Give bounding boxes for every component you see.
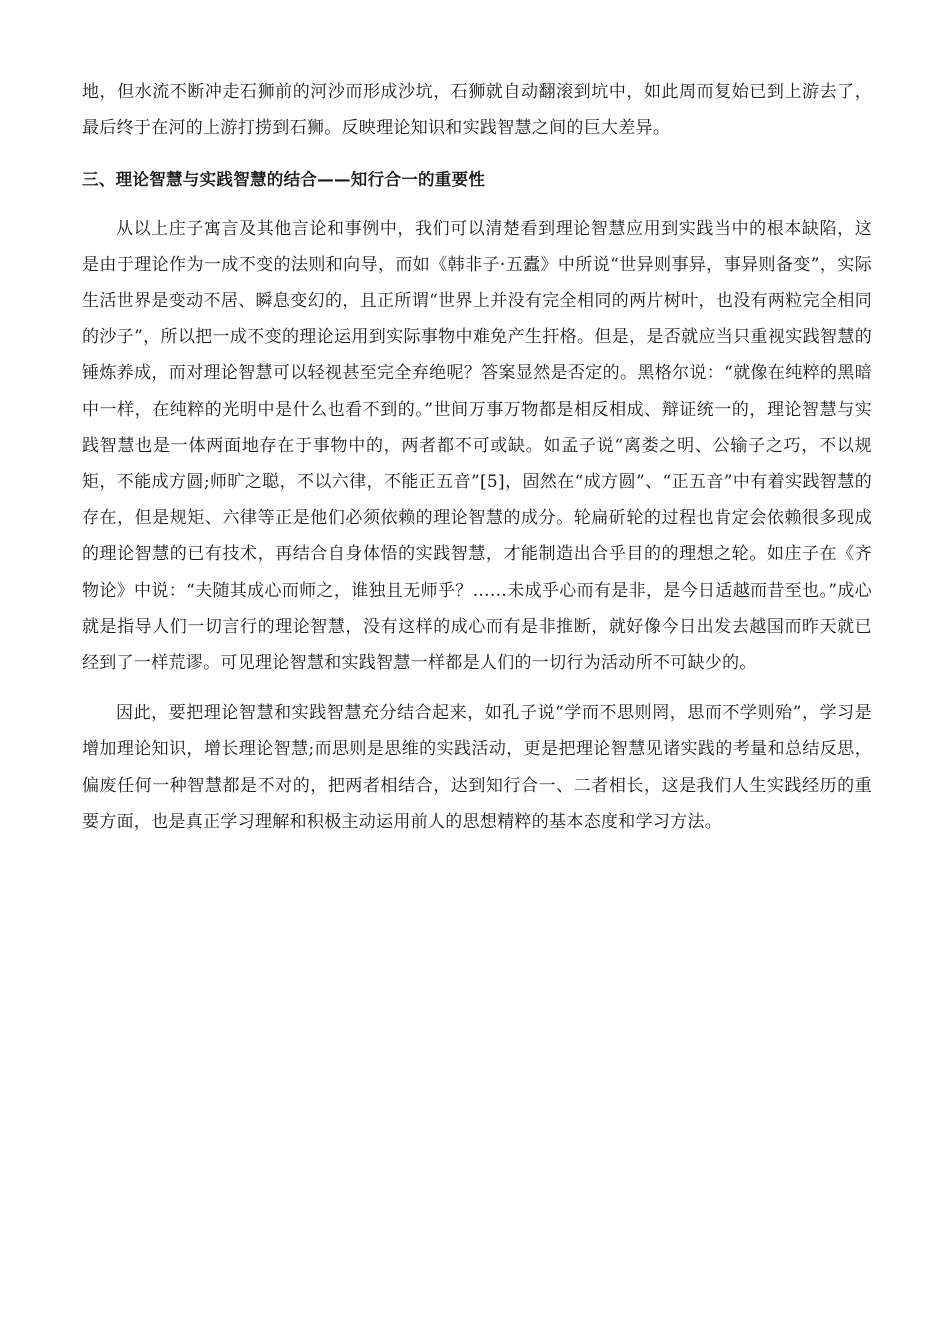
section-heading: 三、理论智慧与实践智慧的结合——知行合一的重要性 <box>82 170 486 190</box>
body-paragraph-2: 因此，要把理论智慧和实践智慧充分结合起来，如孔子说“学而不思则罔，思而不学则殆”，学习是增加理论知识，增长理论智慧;而思则是思维的实践活动，更是把理论智慧见诸实践的考量和总结反思，偏废任何一种智慧都是不对的，把两者相结合，达到知行合一、二者相长，这是我们人生实践经历的重要方面，也是真正学习理解和积极主动运用前人的思想精粹的基本态度和学习方法。 <box>82 703 872 832</box>
continued-paragraph: 地，但水流不断冲走石狮前的河沙而形成沙坑，石狮就自动翻滚到坑中，如此周而复始已到上游去了，最后终于在河的上游打捞到石狮。反映理论知识和实践智慧之间的巨大差异。 <box>82 82 872 139</box>
body-paragraph-1: 从以上庄子寓言及其他言论和事例中，我们可以清楚看到理论智慧应用到实践当中的根本缺陷，这是由于理论作为一成不变的法则和向导，而如《韩非子·五蠹》中所说“世异则事异，事异则备变”，实际生活世界是变动不居、瞬息变幻的，且正所谓“世界上并没有完全相同的两片树叶，也没有两粒完全相同的沙子”，所以把一成不变的理论运用到实际事物中难免产生扞格。但是，是否就应当只重视实践智慧的锤炼养成，而对理论智慧可以轻视甚至完全弃绝呢？答案显然是否定的。黑格尔说：“就像在纯粹的黑暗中一样，在纯粹的光明中是什么也看不到的。”世间万事万物都是相反相成、辩证统一的，理论智慧与实践智慧也是一体两面地存在于事物中的，两者都不可或缺。如孟子说“离娄之明、公输子之巧，不以规矩，不能成方圆;师旷之聪，不以六律，不能正五音”[5]，固然在“成方圆”、“正五音”中有着实践智慧的存在，但是规矩、六律等正是他们必须依赖的理论智慧的成分。轮扁斫轮的过程也肯定会依赖很多现成的理论智慧的已有技术，再结合自身体悟的实践智慧，才能制造出合乎目的的理想之轮。如庄子在《齐物论》中说：“夫随其成心而师之，谁独且无师乎？……未成乎心而有是非，是今日适越而昔至也。”成心就是指导人们一切言行的理论智慧，没有这样的成心而有是非推断，就好像今日出发去越国而昨天就已经到了一样荒谬。可见理论智慧和实践智慧一样都是人们的一切行为活动所不可缺少的。 <box>82 218 872 674</box>
document-body <box>82 74 872 840</box>
